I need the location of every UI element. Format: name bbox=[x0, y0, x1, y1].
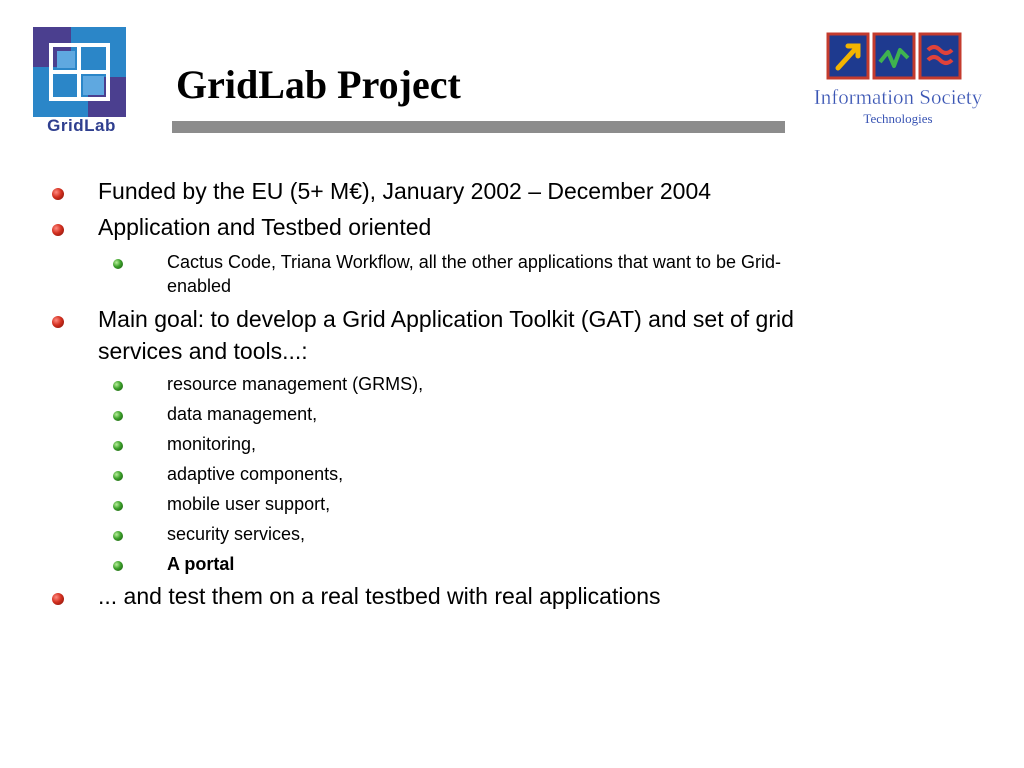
bullet-marker-green bbox=[113, 441, 123, 451]
sub-bullet-item: security services, bbox=[167, 524, 306, 544]
bullet-item: ... and test them on a real testbed with real applications bbox=[98, 583, 661, 609]
gridlab-logo-text: GridLab bbox=[47, 116, 116, 135]
bullet-item: Funded by the EU (5+ M€), January 2002 – December 2004 bbox=[98, 178, 712, 204]
sub-bullet-item-continuation: enabled bbox=[167, 276, 232, 296]
bullet-item: Main goal: to develop a Grid Application Toolkit (GAT) and set of grid bbox=[98, 306, 794, 332]
bullet-marker-red bbox=[52, 316, 64, 328]
bullet-item-continuation: services and tools...: bbox=[98, 338, 308, 364]
bullet-marker-green bbox=[113, 381, 123, 391]
sub-bullet-item: adaptive components, bbox=[167, 464, 344, 484]
bullet-marker-red bbox=[52, 224, 64, 236]
sub-bullet-item: resource management (GRMS), bbox=[167, 374, 424, 394]
bullet-item: Application and Testbed oriented bbox=[98, 214, 432, 240]
page-title: GridLab Project bbox=[176, 62, 461, 107]
bullet-marker-green bbox=[113, 501, 123, 511]
sub-bullet-item: A portal bbox=[167, 554, 235, 574]
ist-logo-line1: Information Society bbox=[813, 85, 983, 109]
sub-bullet-item: monitoring, bbox=[167, 434, 257, 454]
ist-logo-line2: Technologies bbox=[863, 111, 933, 126]
bullet-marker-green bbox=[113, 259, 123, 269]
sub-bullet-item: mobile user support, bbox=[167, 494, 331, 514]
bullet-marker-red bbox=[52, 593, 64, 605]
sub-bullet-item: Cactus Code, Triana Workflow, all the other applications that want to be Grid- bbox=[167, 252, 781, 272]
bullet-marker-red bbox=[52, 188, 64, 200]
bullet-marker-green bbox=[113, 471, 123, 481]
bullet-marker-green bbox=[113, 531, 123, 541]
bullet-marker-green bbox=[113, 561, 123, 571]
bullet-marker-green bbox=[113, 411, 123, 421]
sub-bullet-item: data management, bbox=[167, 404, 318, 424]
